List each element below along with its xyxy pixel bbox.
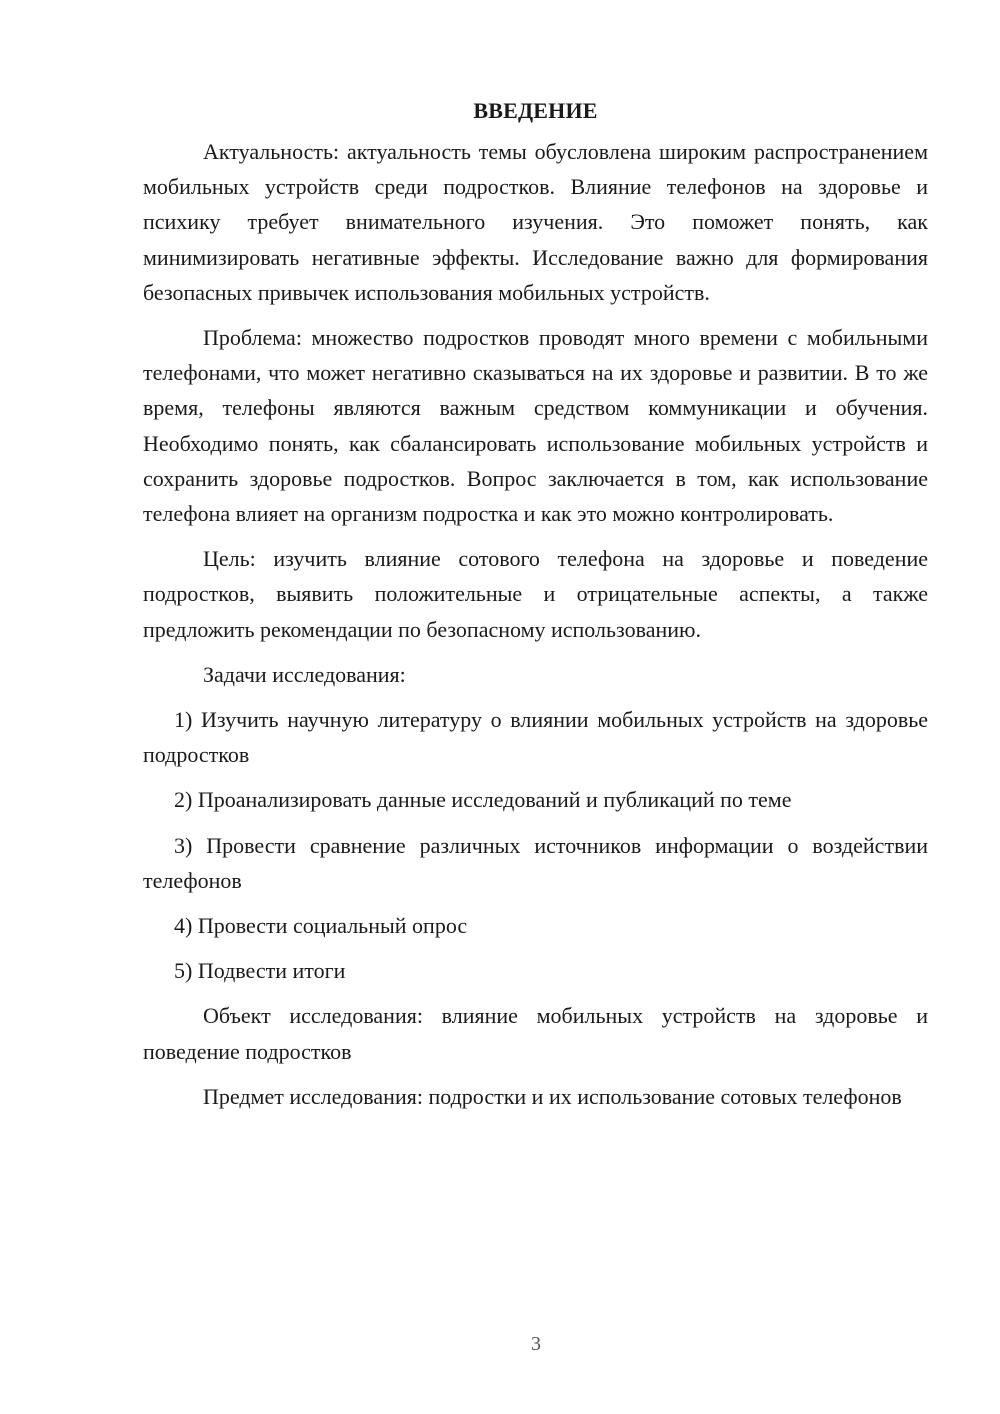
problem-paragraph: Проблема: множество подростков проводят много времени с мобильными телефонами, что может негативно сказываться на их здоровье и развитии. В то же время, телефоны являются важным средством коммуникации и обучения. Необходимо понять, как сбалансировать использование мобильных устройств и сохранить здоровье подростков. Вопрос заключается в том, как использование телефона влияет на организм подростка и как это можно контролировать. [143, 325, 928, 527]
task-item: 4) Провести социальный опрос [174, 913, 468, 939]
subject-paragraph: Предмет исследования: подростки и их использование сотовых телефонов [203, 1083, 902, 1109]
task-item: 3) Провести сравнение различных источников информации о воздействии телефонов [143, 832, 928, 893]
page-number: 3 [531, 1333, 541, 1355]
object-paragraph: Объект исследования: влияние мобильных устройств на здоровье и поведение подростков [143, 1003, 928, 1064]
tasks-heading: Задачи исследования: [203, 661, 406, 687]
goal-paragraph: Цель: изучить влияние сотового телефона на здоровье и поведение подростков, выявить положительные и отрицательные аспекты, а также предложить рекомендации по безопасному использованию. [143, 546, 928, 642]
document-page [143, 93, 928, 1124]
section-title: ВВЕДЕНИЕ [473, 98, 598, 123]
task-item: 5) Подвести итоги [174, 958, 346, 984]
task-item: 2) Проанализировать данные исследований и публикаций по теме [174, 787, 792, 813]
task-item: 1) Изучить научную литературу о влиянии мобильных устройств на здоровье подростков [143, 707, 928, 768]
relevance-paragraph: Актуальность: актуальность темы обусловлена широким распространением мобильных устройств среди подростков. Влияние телефонов на здоровье и психику требует внимательного изучения. Это поможет понять, как минимизировать негативные эффекты. Исследование важно для формирования безопасных привычек использования мобильных устройств. [143, 139, 928, 305]
